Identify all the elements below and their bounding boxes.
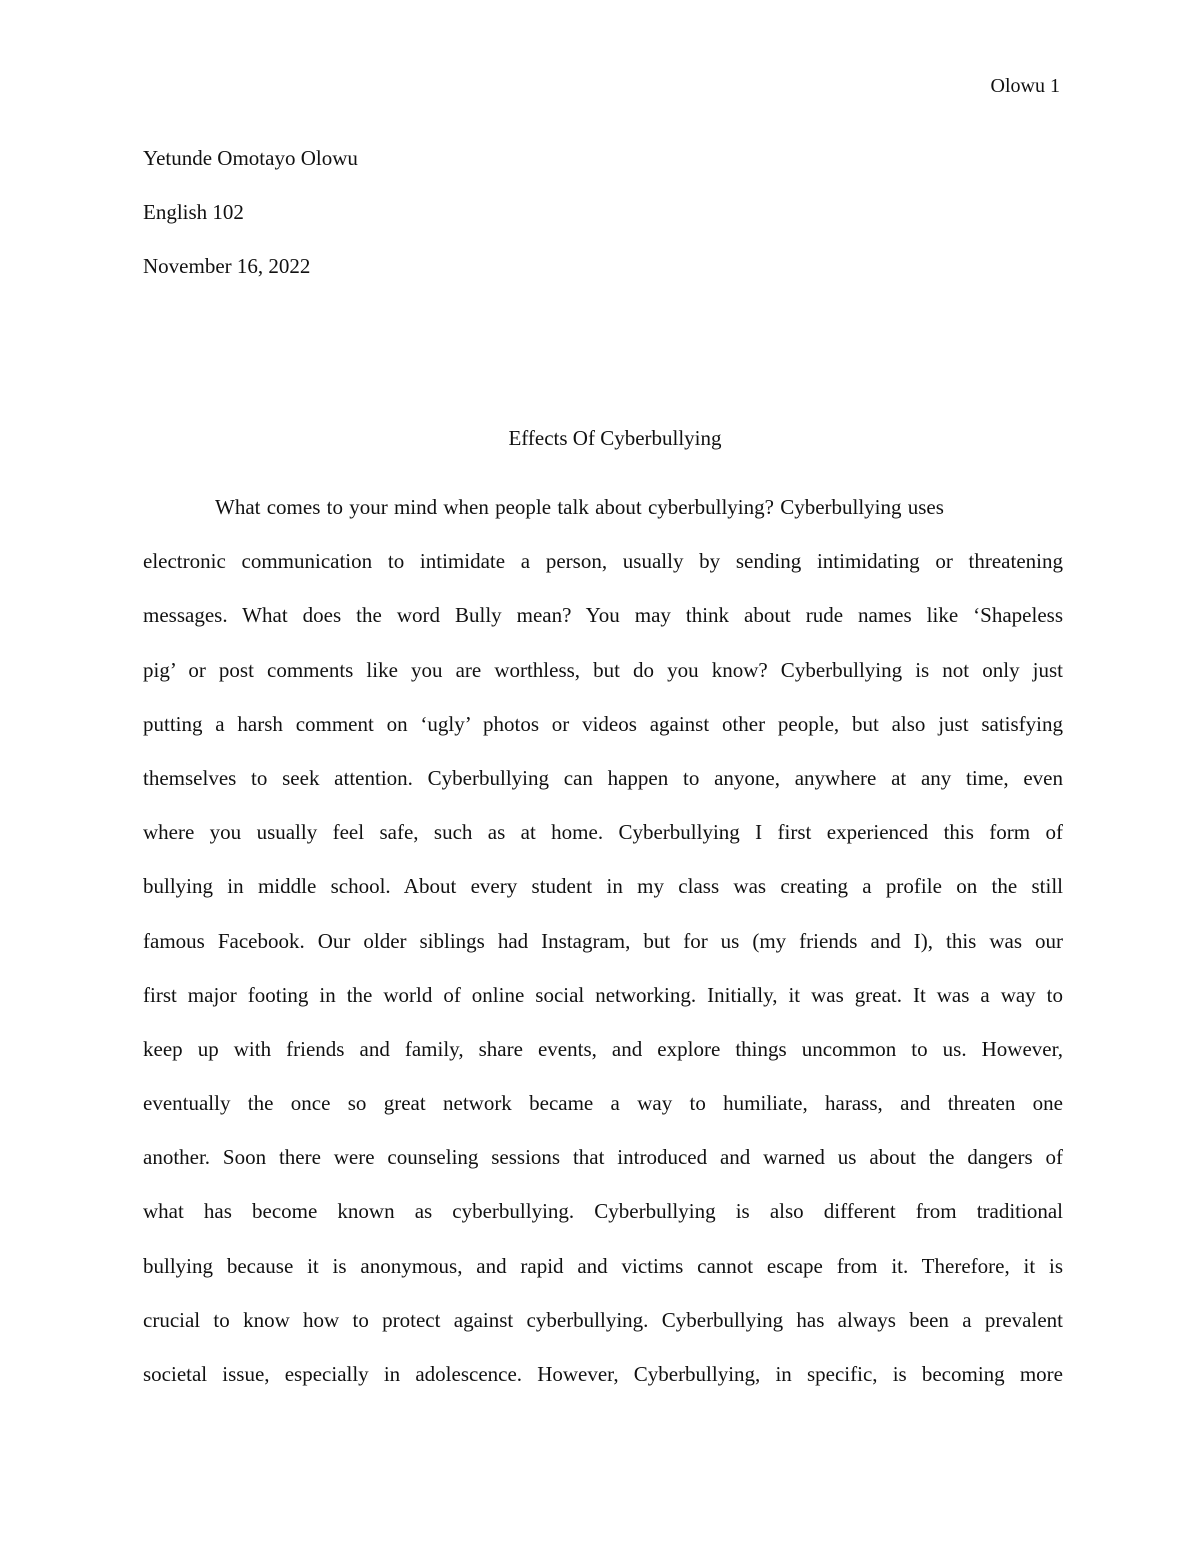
body-line: societal issue, especially in adolescence. However, Cyberbullying, in specific, is becoming more bbox=[143, 1362, 1063, 1386]
body-line: bullying in middle school. About every student in my class was creating a profile on the still bbox=[143, 874, 1063, 899]
essay-body bbox=[143, 493, 1063, 1414]
course-name: English 102 bbox=[143, 200, 244, 224]
document-date: November 16, 2022 bbox=[143, 254, 311, 278]
body-line: messages. What does the word Bully mean? You may think about rude names like ‘Shapeless bbox=[143, 603, 1063, 628]
author-name: Yetunde Omotayo Olowu bbox=[143, 146, 358, 170]
body-line: first major footing in the world of online social networking. Initially, it was great. It was a way to bbox=[143, 982, 1063, 1007]
body-line: bullying because it is anonymous, and rapid and victims cannot escape from it. Therefore, it is bbox=[143, 1253, 1063, 1278]
body-line: what has become known as cyberbullying. Cyberbullying is also different from traditional bbox=[143, 1199, 1063, 1224]
body-line: themselves to seek attention. Cyberbullying can happen to anyone, anywhere at any time, even bbox=[143, 765, 1063, 790]
mla-heading bbox=[143, 144, 1063, 306]
body-line: famous Facebook. Our older siblings had Instagram, but for us (my friends and I), this was our bbox=[143, 928, 1063, 953]
essay-title: Effects Of Cyberbullying bbox=[508, 426, 722, 450]
body-line: crucial to know how to protect against cyberbullying. Cyberbullying has always been a prevalent bbox=[143, 1307, 1063, 1332]
body-line: keep up with friends and family, share events, and explore things uncommon to us. However, bbox=[143, 1036, 1063, 1061]
body-line: electronic communication to intimidate a person, usually by sending intimidating or threatening bbox=[143, 549, 1063, 574]
body-line: eventually the once so great network became a way to humiliate, harass, and threaten one bbox=[143, 1091, 1063, 1116]
body-line: pig’ or post comments like you are worthless, but do you know? Cyberbullying is not only just bbox=[143, 657, 1063, 682]
body-line: where you usually feel safe, such as at home. Cyberbullying I first experienced this form of bbox=[143, 820, 1063, 845]
body-line: putting a harsh comment on ‘ugly’ photos or videos against other people, but also just satisfying bbox=[143, 711, 1063, 736]
running-header: Olowu 1 bbox=[990, 75, 1060, 97]
body-line: What comes to your mind when people talk about cyberbullying? Cyberbullying uses bbox=[215, 495, 944, 519]
body-line: another. Soon there were counseling sessions that introduced and warned us about the dangers of bbox=[143, 1145, 1063, 1170]
